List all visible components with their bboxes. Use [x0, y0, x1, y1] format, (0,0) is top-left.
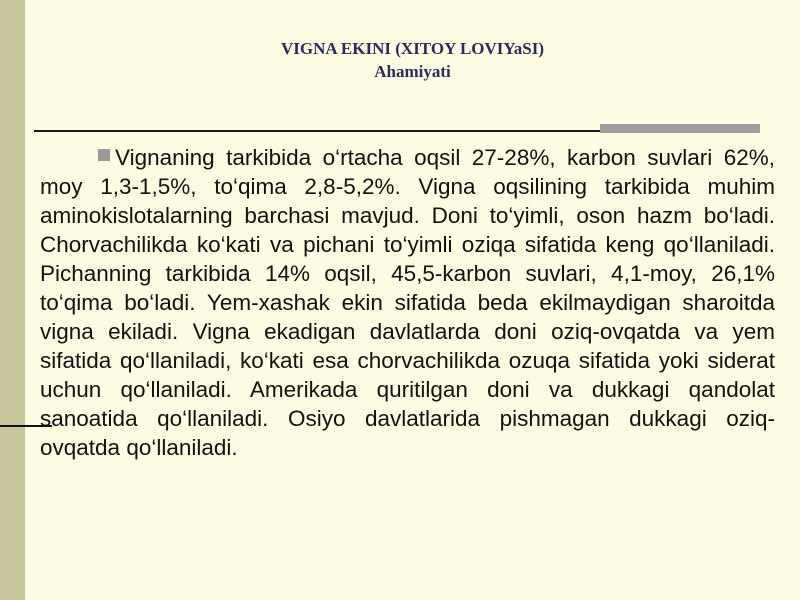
left-decorative-band: [0, 0, 25, 600]
slide-subtitle: Ahamiyati: [374, 62, 451, 81]
title-block: [25, 38, 800, 84]
bullet-square-icon: [98, 149, 110, 161]
slide-title: VIGNA EKINI (XITOY LOVIYaSI): [280, 39, 545, 58]
title-divider-accent-bar: [600, 124, 760, 133]
body-paragraph-block: [40, 143, 775, 462]
body-paragraph: Vignaning tarkibida o‘rtacha oqsil 27-28%, karbon suvlari 62%, moy 1,3-1,5%, to‘qima 2,8-5,2%. Vigna oqsilining tarkibida muhim aminokislotalarning barchasi mavjud. Doni to‘yimli, oson hazm bo‘ladi. Chorvachilikda ko‘kati va pichani to‘yimli oziqa sifatida keng qo‘llaniladi. Pichanning tarkibida 14% oqsil, 45,5-karbon suvlari, 4,1-moy, 26,1% to‘qima bo‘ladi. Yem-xashak ekin sifatida beda ekilmaydigan sharoitda vigna ekiladi. Vigna ekadigan davlatlarda doni oziq-ovqatda va yem sifatida qo‘llaniladi, ko‘kati esa chorvachilikda ozuqa sifatida yoki siderat uchun qo‘llaniladi. Amerikada quritilgan doni va dukkagi qandolat sanoatida qo‘llaniladi. Osiyo davlatlarida pishmagan dukkagi oziq-ovqatda qo‘llaniladi.: [40, 145, 775, 460]
